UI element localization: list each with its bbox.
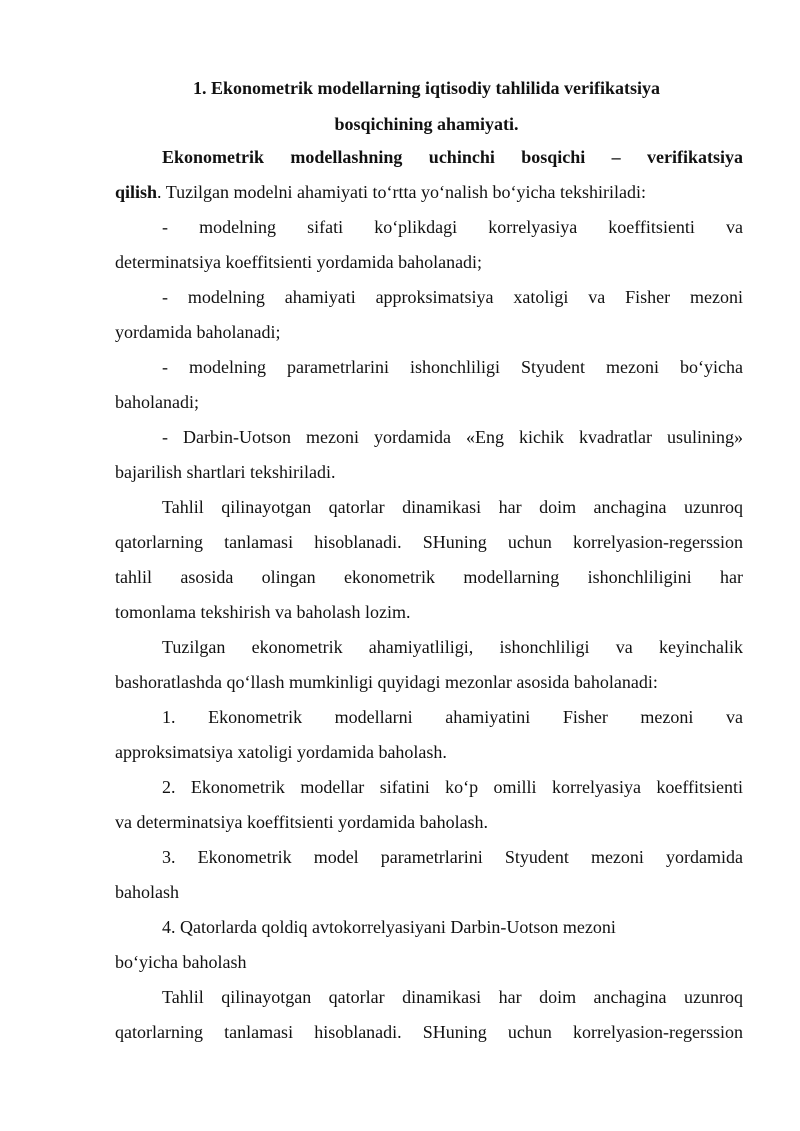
bullet-4-line-1: - Darbin-Uotson mezoni yordamida «Eng kichik kvadratlar usulining» [162, 427, 743, 447]
numbered-item-2-line-2: va determinatsiya koeffitsienti yordamida baholash. [115, 812, 489, 832]
paragraph-2-line-4: tomonlama tekshirish va baholash lozim. [115, 602, 411, 622]
numbered-item-2-line-1: 2. Ekonometrik modellar sifatini ko‘p omilli korrelyasiya koeffitsienti [162, 777, 743, 797]
numbered-item-3-line-2: baholash [115, 882, 179, 902]
numbered-item-1-line-1: 1. Ekonometrik modellarni ahamiyatini Fisher mezoni va [162, 707, 743, 727]
paragraph-1-bold-text: Ekonometrik modellashning uchinchi bosqichi – verifikatsiya [162, 147, 743, 167]
bullet-3-line-2: baholanadi; [115, 392, 199, 412]
numbered-item-1-line-2: approksimatsiya xatoligi yordamida baholash. [115, 742, 447, 762]
document-title-line-1: 1. Ekonometrik modellarning iqtisodiy tahlilida verifikatsiya [192, 78, 661, 98]
document-title-line-2: bosqichining ahamiyati. [334, 114, 519, 134]
paragraph-2-line-3: tahlil asosida olingan ekonometrik modellarning ishonchliligini har [115, 567, 743, 587]
paragraph-3-line-2: bashoratlashda qo‘llash mumkinligi quyidagi mezonlar asosida baholanadi: [115, 672, 658, 692]
bullet-2-line-2: yordamida baholanadi; [115, 322, 281, 342]
bullet-1-line-1: - modelning sifati ko‘plikdagi korrelyasiya koeffitsienti va [162, 217, 743, 237]
paragraph-2-line-1: Tahlil qilinayotgan qatorlar dinamikasi har doim anchagina uzunroq [162, 497, 743, 517]
paragraph-2-line-2: qatorlarning tanlamasi hisoblanadi. SHuning uchun korrelyasion-regerssion [115, 532, 743, 552]
paragraph-1-bold-term: qilish [115, 182, 158, 202]
paragraph-1-line-1 [162, 146, 743, 168]
paragraph-4-line-1: Tahlil qilinayotgan qatorlar dinamikasi har doim anchagina uzunroq [162, 987, 743, 1007]
paragraph-1-text: . Tuzilgan modelni ahamiyati to‘rtta yo‘nalish bo‘yicha tekshiriladi: [157, 182, 646, 202]
numbered-item-3-line-1: 3. Ekonometrik model parametrlarini Styudent mezoni yordamida [162, 847, 743, 867]
paragraph-3-line-1: Tuzilgan ekonometrik ahamiyatliligi, ishonchliligi va keyinchalik [162, 637, 743, 657]
paragraph-4-line-2: qatorlarning tanlamasi hisoblanadi. SHuning uchun korrelyasion-regerssion [115, 1022, 743, 1042]
bullet-3-line-1: - modelning parametrlarini ishonchliligi Styudent mezoni bo‘yicha [162, 357, 743, 377]
bullet-4-line-2: bajarilish shartlari tekshiriladi. [115, 462, 336, 482]
numbered-item-4-line-2: bo‘yicha baholash [115, 952, 247, 972]
bullet-1-line-2: determinatsiya koeffitsienti yordamida baholanadi; [115, 252, 483, 272]
paragraph-1-line-2 [115, 181, 743, 203]
bullet-2-line-1: - modelning ahamiyati approksimatsiya xatoligi va Fisher mezoni [162, 287, 743, 307]
numbered-item-4-line-1: 4. Qatorlarda qoldiq avtokorrelyasiyani Darbin-Uotson mezoni [162, 917, 616, 937]
